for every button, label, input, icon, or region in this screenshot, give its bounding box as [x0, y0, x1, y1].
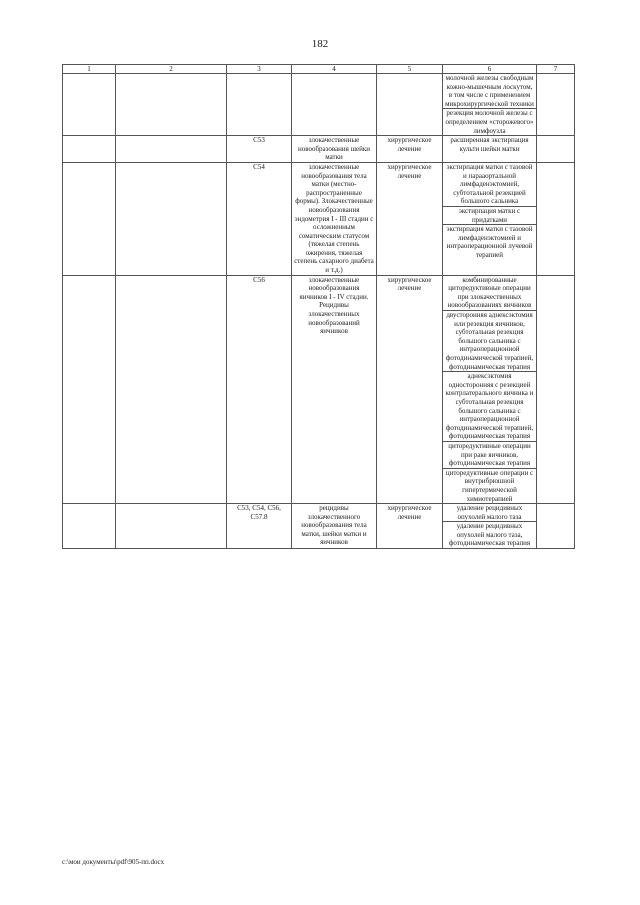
- diagnosis: рецидивы злокачественного новообразования тела матки, шейки матки и яичников: [292, 504, 377, 549]
- cell-empty: [537, 504, 575, 549]
- method-cell: [443, 504, 537, 549]
- method-item: циторедуктивные операции с внутрибрюшной гипертермической химиотерапией: [443, 468, 536, 503]
- icd-code: C53, C54, C56, C57.8: [227, 504, 292, 549]
- diagnosis: злокачественные новообразования тела матки (местно-распространенные формы). Злокачественные новообразования эндометрия I - III стадии с осложненным соматическим статусом (тяжелая степень ожирения, тяжелая степень сахарного диабета и т.д.): [292, 162, 377, 275]
- method-item: резекция молочной железы с определением «сторожевого» лимфоузла: [443, 108, 536, 135]
- cell-empty: [63, 504, 116, 549]
- diagnosis: злокачественные новообразования яичников I - IV стадии. Рецидивы злокачественных новообразований яичников: [292, 275, 377, 503]
- method-item: экстирпация матки с тазовой и парааортальной лимфаденэктомией, субтотальной резекцией большого сальника: [446, 162, 533, 206]
- method-item: аднексэктомия односторонняя с резекцией контрлатерального яичника и субтотальная резекция большого сальника с интраоперационной фотодинамической терапией, фотодинамическая терапия: [443, 371, 536, 441]
- method-cell: [443, 275, 537, 503]
- icd-code: C54: [227, 162, 292, 275]
- cell-empty: [116, 74, 227, 136]
- cell-empty: [116, 136, 227, 163]
- method-item: молочной железы свободным кожно-мышечным лоскутом, в том числе с применением микрохирургической техники: [445, 74, 534, 108]
- method-cell: [443, 74, 537, 136]
- method-item: удаление рецидивных опухолей малого таза, фотодинамическая терапия: [443, 521, 536, 548]
- treatment-type: хирургическое лечение: [377, 162, 443, 275]
- col-header: 3: [227, 65, 292, 74]
- method-cell: [443, 136, 537, 163]
- cell-empty: [63, 275, 116, 503]
- cell-empty: [63, 74, 116, 136]
- table-row: [63, 504, 575, 549]
- table-row: [63, 136, 575, 163]
- cell-empty: [63, 136, 116, 163]
- treatment-type: хирургическое лечение: [377, 504, 443, 549]
- cell-empty: [116, 504, 227, 549]
- method-item: расширенная экстирпация культи шейки матки: [450, 136, 529, 153]
- icd-code: C53: [227, 136, 292, 163]
- method-item: двусторонняя аднексэктомия или резекция яичников, субтотальная резекция большого сальника с интраоперационной фотодинамической терапией, фотодинамическая терапия: [443, 310, 536, 371]
- method-cell: [443, 162, 537, 275]
- table-row: [63, 275, 575, 503]
- page-number: 182: [311, 38, 329, 50]
- diagnosis: злокачественные новообразования шейки матки: [292, 136, 377, 163]
- treatment-type: хирургическое лечение: [377, 136, 443, 163]
- method-item: удаление рецидивных опухолей малого таза: [456, 504, 523, 521]
- table-row: [63, 162, 575, 275]
- method-item: экстирпация матки с тазовой лимфаденэктомией и интраоперационной лучевой терапией: [443, 224, 536, 259]
- treatment-type: хирургическое лечение: [377, 275, 443, 503]
- cell-empty: [537, 136, 575, 163]
- method-item: экстирпация матки с придатками: [443, 206, 536, 224]
- icd-code: C56: [227, 275, 292, 503]
- diagnosis: [292, 74, 377, 136]
- method-item: комбинированные циторедуктивные операции при злокачественных новообразованиях яичников: [447, 275, 532, 310]
- col-header: 1: [63, 65, 116, 74]
- col-header: 5: [377, 65, 443, 74]
- medical-table: [62, 64, 575, 549]
- cell-empty: [116, 162, 227, 275]
- cell-empty: [537, 162, 575, 275]
- table-row: [63, 74, 575, 136]
- file-path-footer: c:\мои документы\pdf\905-пп.docx: [62, 858, 165, 866]
- col-header: 2: [116, 65, 227, 74]
- col-header: 4: [292, 65, 377, 74]
- cell-empty: [537, 275, 575, 503]
- header-row: [63, 65, 575, 74]
- cell-empty: [537, 74, 575, 136]
- cell-empty: [116, 275, 227, 503]
- col-header: 6: [443, 65, 537, 74]
- col-header: 7: [537, 65, 575, 74]
- icd-code: [227, 74, 292, 136]
- treatment-type: [377, 74, 443, 136]
- method-item: циторедуктивные операции при раке яичников, фотодинамическая терапия: [443, 441, 536, 468]
- cell-empty: [63, 162, 116, 275]
